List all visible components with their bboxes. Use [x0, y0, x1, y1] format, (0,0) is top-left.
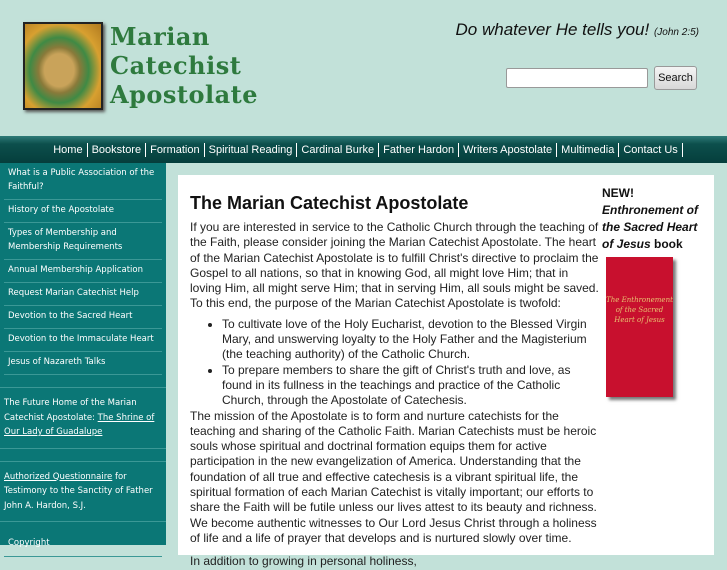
- page-title: The Marian Catechist Apostolate: [190, 193, 469, 213]
- tagline-reference: (John 2:5): [653, 27, 699, 38]
- book-cover-text: The Enthronement of the Sacred Heart of Jesus: [606, 296, 673, 324]
- sidebar-item-immaculate-heart[interactable]: Devotion to the Immaculate Heart: [4, 329, 162, 352]
- sidebar-item-sacred-heart[interactable]: Devotion to the Sacred Heart: [4, 306, 162, 329]
- article-body: [190, 220, 600, 570]
- nav-cardinal-burke[interactable]: Cardinal Burke: [297, 143, 379, 157]
- questionnaire-link[interactable]: Authorized Questionnaire: [4, 471, 113, 482]
- main-content: [178, 175, 714, 569]
- search-input[interactable]: [506, 68, 648, 88]
- nav-home[interactable]: Home: [49, 143, 87, 157]
- sidebar-item-history[interactable]: History of the Apostolate: [4, 200, 162, 223]
- intro-paragraph: If you are interested in service to the Catholic Church through the teaching of the Faith, please consider joining the Marian Catechist Apostolate. The heart of the Marian Catechist Apostolate is to fulfill Christ's directive to proclaim the Gospel to all nations, so that in knowing God, all might love Him; that in loving Him, all might serve Him; that in serving Him, all souls might be saved. To this end, the purpose of the Marian Catechist Apostolate is twofold:: [190, 220, 599, 311]
- questionnaire-text: for Testimony to the Sanctity of Father John A. Hardon, S.J.: [4, 471, 153, 511]
- nav-contact-us[interactable]: Contact Us: [619, 143, 682, 157]
- sidebar-item-public-association[interactable]: What is a Public Association of the Faithful?: [4, 163, 162, 200]
- site-logo[interactable]: [110, 22, 258, 109]
- sidebar-item-jesus-talks[interactable]: Jesus of Nazareth Talks: [4, 352, 162, 375]
- nav-formation[interactable]: Formation: [146, 143, 205, 157]
- shrine-link[interactable]: The Shrine of Our Lady of Guadalupe: [4, 412, 155, 437]
- nav-father-hardon[interactable]: Father Hardon: [379, 143, 459, 157]
- promo-suffix: book: [650, 237, 683, 251]
- tagline: [456, 20, 699, 40]
- sidebar: [0, 163, 166, 548]
- nav-writers-apostolate[interactable]: Writers Apostolate: [459, 143, 557, 157]
- logo-line: Marian: [110, 22, 210, 51]
- header: [0, 0, 727, 136]
- sidebar-item-request-help[interactable]: Request Marian Catechist Help: [4, 283, 162, 306]
- search-button[interactable]: Search: [654, 66, 697, 90]
- promo-new-label: NEW!: [602, 186, 634, 200]
- nav-spiritual-reading[interactable]: Spiritual Reading: [205, 143, 298, 157]
- questionnaire-block: [0, 461, 166, 523]
- logo-line: Apostolate: [110, 80, 259, 109]
- list-item: • To prepare members to share the gift of Christ's truth and love, as found in its fullness in the teachings and practice of the Catholic Church, through the Apostolate of Catechesis.: [222, 363, 600, 409]
- sidebar-item-application[interactable]: Annual Membership Application: [4, 260, 162, 283]
- sidebar-item-copyright[interactable]: Copyright: [4, 530, 162, 557]
- logo-line: Catechist: [110, 51, 242, 80]
- tagline-text: Do whatever He tells you!: [455, 20, 650, 39]
- shrine-block: [0, 387, 166, 449]
- mission-paragraph: The mission of the Apostolate is to form and nurture catechists for the teaching and sharing of the Catholic Faith. Marian Catechists must be heroic souls whose spiritual and doctrinal formation equips them for active participation in the new evangelization of America. Understanding that the foundation of all true and effective catechesis is a vibrant spiritual life, the spiritual formation of each Marian Catechist is vitally important; our efforts to share the Faith will be futile unless our lives attest to its beauty and richness. We become authentic witnesses to Our Lord Jesus Christ through a holiness of life and a life of prayer that develops and is nurtured slowly over time.: [190, 408, 597, 545]
- book-cover-image[interactable]: [606, 257, 673, 397]
- main-nav: [0, 136, 727, 163]
- shrine-text: The Future Home of the Marian Catechist Apostolate:: [4, 398, 137, 423]
- next-paragraph: In addition to growing in personal holiness,: [190, 554, 417, 569]
- nav-multimedia[interactable]: Multimedia: [557, 143, 619, 157]
- book-promo[interactable]: [602, 185, 702, 253]
- promo-book-title[interactable]: Enthronement of the Sacred Heart of Jesus: [602, 203, 698, 251]
- purpose-list: [222, 317, 600, 409]
- logo-image[interactable]: [23, 22, 103, 110]
- sidebar-item-membership-types[interactable]: Types of Membership and Membership Requirements: [4, 223, 162, 260]
- list-item: • To cultivate love of the Holy Eucharist, devotion to the Blessed Virgin Mary, and unswerving loyalty to the Holy Father and the Magisterium (the teaching authority) of the Catholic Church.: [222, 317, 600, 363]
- nav-bookstore[interactable]: Bookstore: [88, 143, 147, 157]
